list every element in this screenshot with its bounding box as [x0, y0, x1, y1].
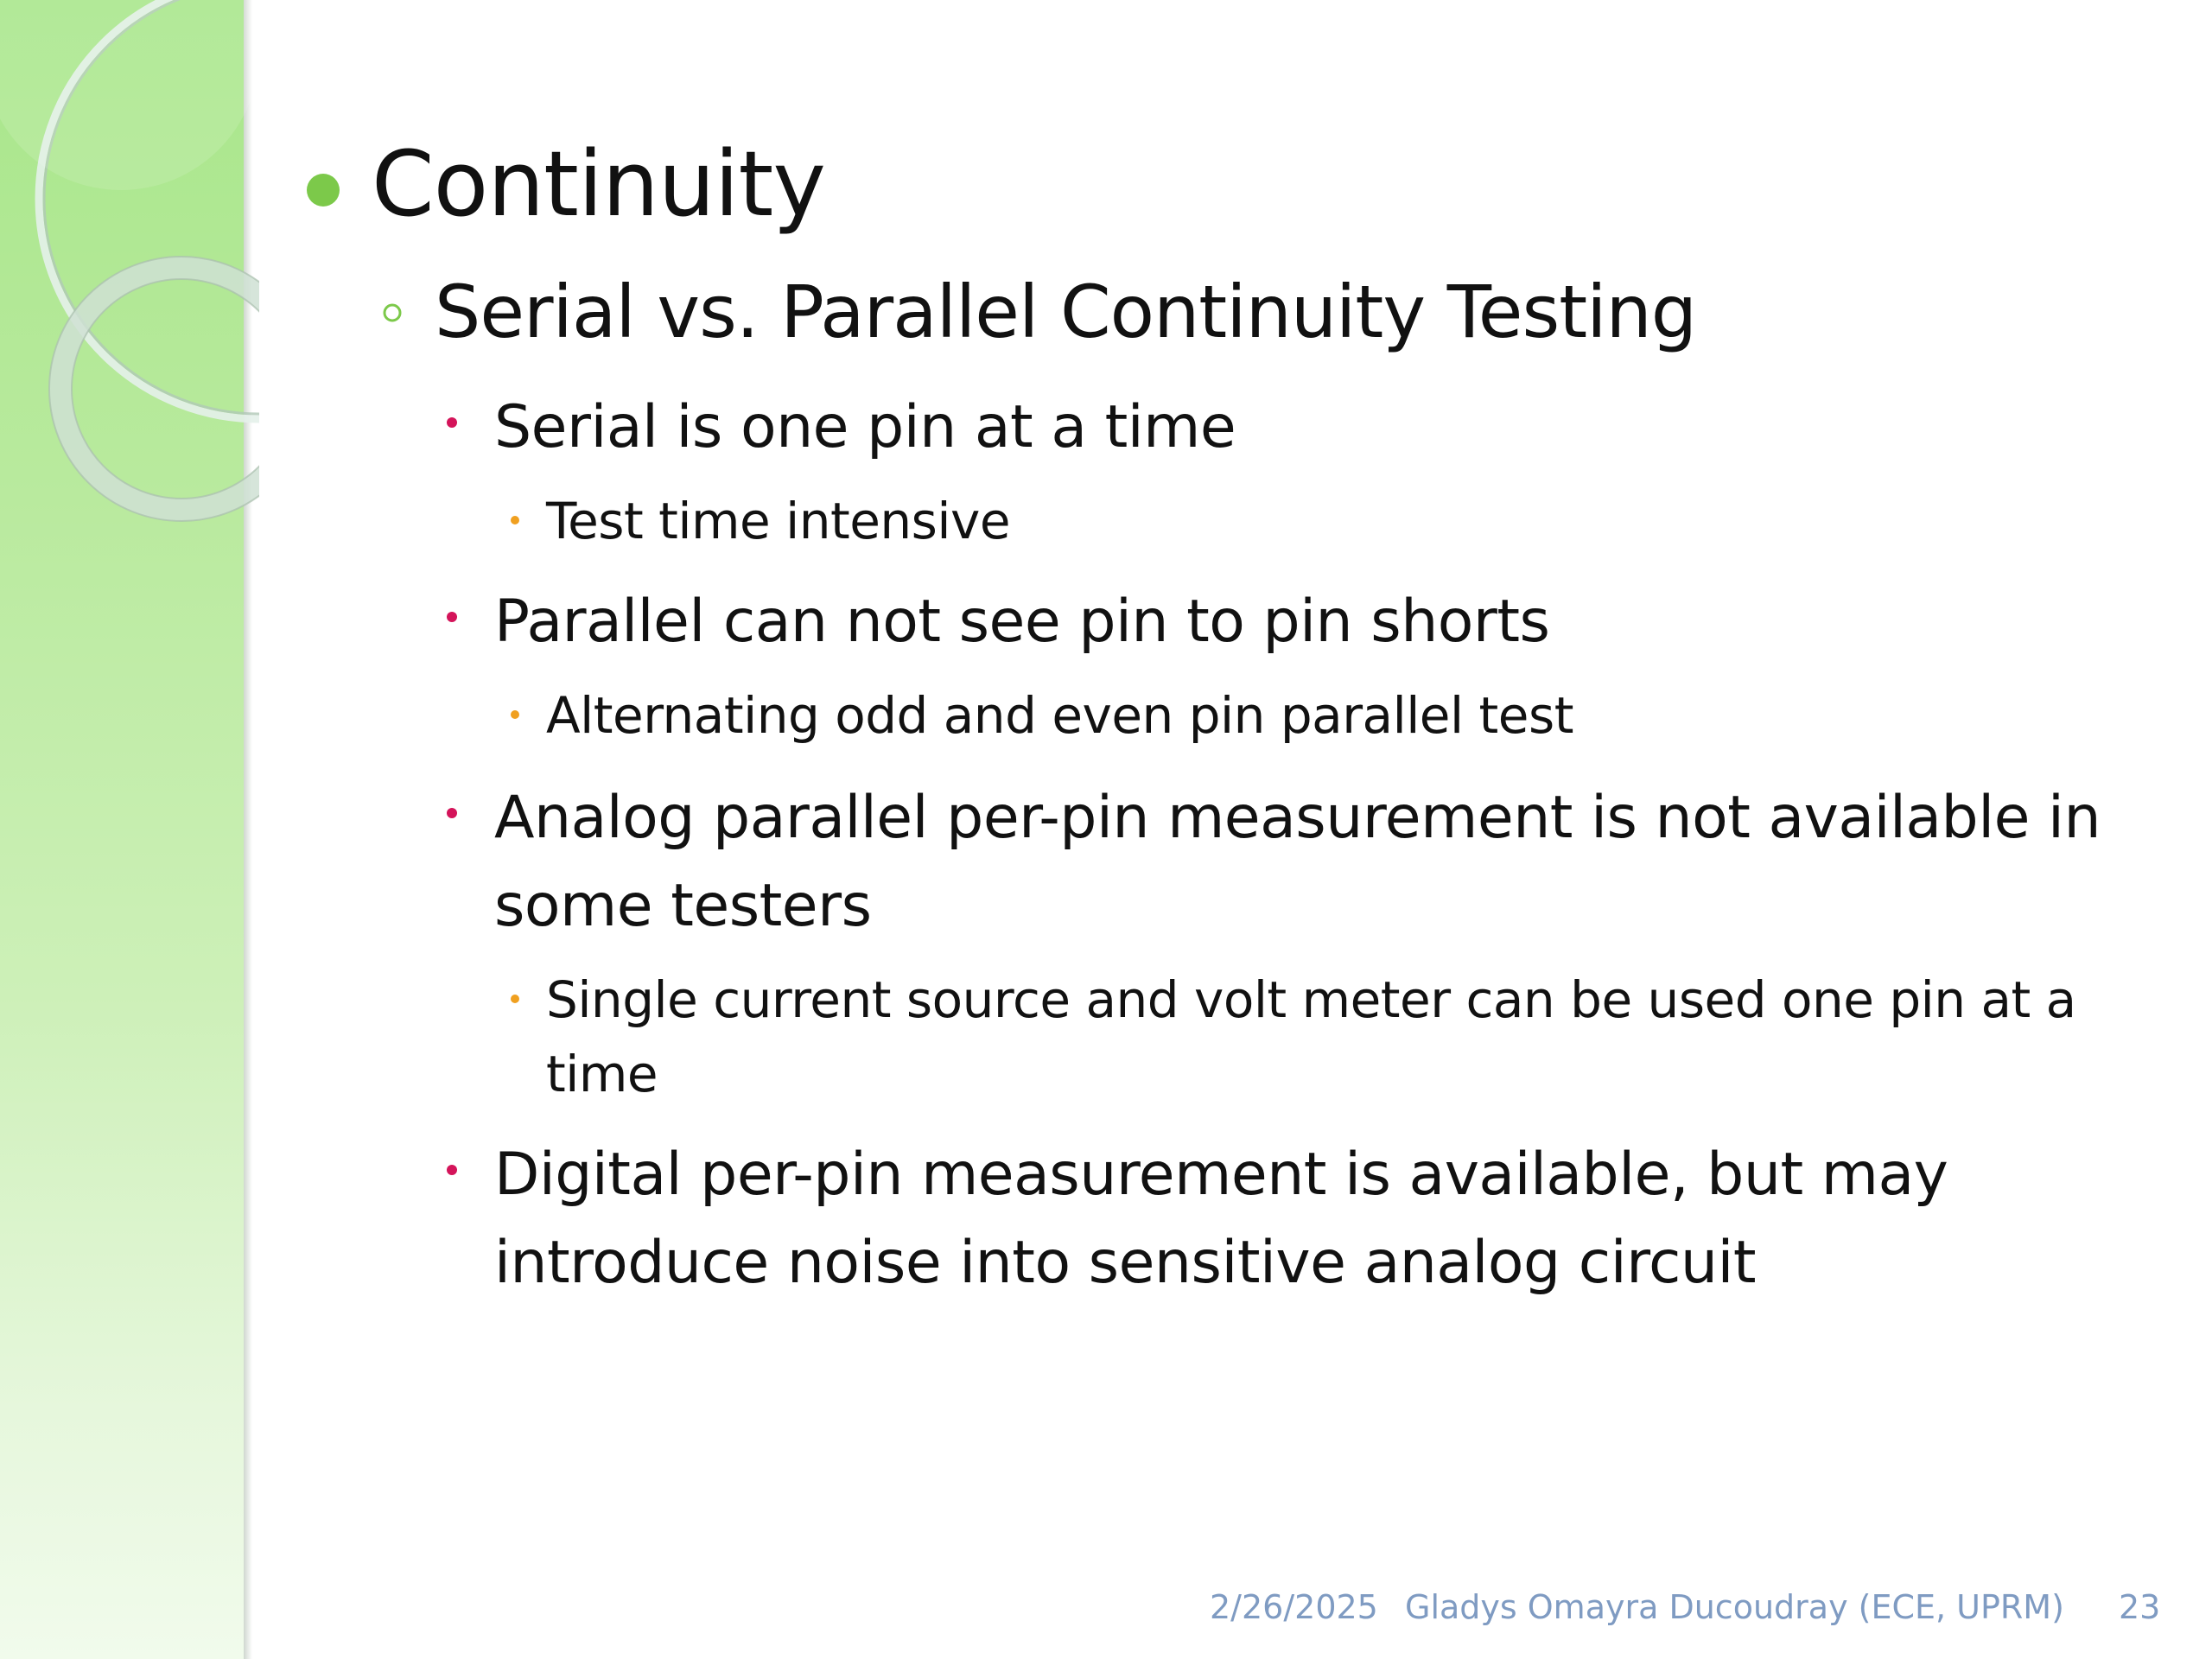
bullet-tiny-dot-icon — [510, 994, 520, 1004]
bullet-dot-icon — [306, 173, 340, 207]
bullet-level1-text: Continuity — [372, 131, 825, 237]
bullet-level4-text: Single current source and volt meter can be used one pin at a time — [546, 970, 2076, 1103]
slide-number: 23 — [2119, 1588, 2161, 1626]
bullet-level4-text: Alternating odd and even pin parallel test — [546, 686, 1573, 745]
footer-author: Gladys Omayra Ducoudray (ECE, UPRM) — [1405, 1588, 2064, 1626]
footer-date: 2/26/2025 — [1210, 1588, 1378, 1626]
bullet-level3-text: Serial is one pin at a time — [494, 393, 1236, 461]
bullet-level2-text: Serial vs. Parallel Continuity Testing — [435, 270, 1697, 354]
bullet-small-dot-icon — [445, 416, 459, 429]
bullet-tiny-dot-icon — [510, 515, 520, 525]
bullet-small-dot-icon — [445, 610, 459, 624]
bullet-level3-text: Parallel can not see pin to pin shorts — [494, 588, 1550, 656]
bullet-ring-icon — [382, 302, 403, 323]
bullet-small-dot-icon — [445, 1163, 459, 1177]
bullet-tiny-dot-icon — [510, 709, 520, 720]
bullet-level4-text: Test time intensive — [546, 492, 1011, 550]
bullet-small-dot-icon — [445, 806, 459, 820]
bullet-level3-text: Digital per-pin measurement is available, but may introduce noise into sensitive analog circuit — [494, 1141, 1948, 1297]
bullet-level3-text: Analog parallel per-pin measurement is not available in some testers — [494, 784, 2101, 940]
